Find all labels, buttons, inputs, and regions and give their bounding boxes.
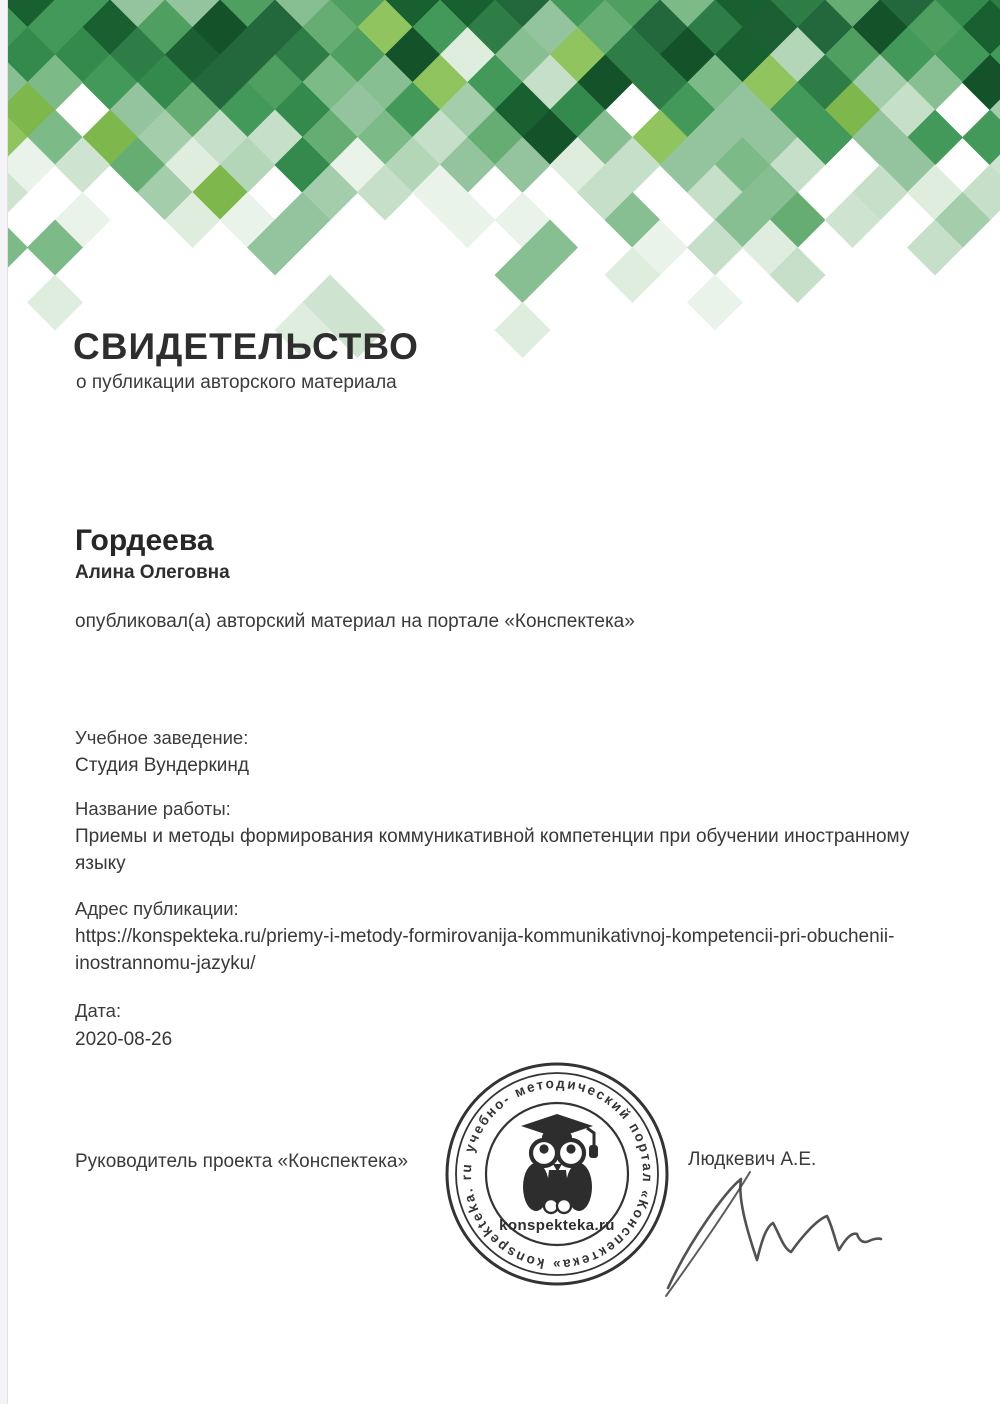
recipient-last-name: Гордеева: [75, 524, 214, 557]
mosaic-diamond: [962, 110, 1000, 166]
owl-graduate-icon: [521, 1114, 598, 1213]
stamp-domain-text: konspekteka.ru: [499, 1217, 615, 1234]
date-value: 2020-08-26: [75, 1029, 173, 1050]
publication-url-value: https://konspekteka.ru/priemy-i-metody-formirovanija-kommunikativnoj-kompetencii-pri-obuchenii-inostrannomu-jazyku/: [75, 926, 895, 974]
mosaic-diamond: [27, 275, 83, 331]
school-label: Учебное заведение:: [75, 727, 249, 748]
certificate-title: СВИДЕТЕЛЬСТВО: [73, 326, 419, 367]
publication-statement: опубликовал(а) авторский материал на портале «Конспектека»: [75, 611, 635, 632]
mosaic-header-pattern: [0, 0, 1000, 360]
mosaic-diamond: [495, 302, 551, 358]
signer-name: Людкевич А.Е.: [688, 1149, 817, 1170]
certificate-subtitle: о публикации авторского материала: [76, 372, 397, 393]
date-label: Дата:: [75, 1000, 122, 1021]
konspekteka-stamp: [441, 1058, 673, 1290]
svg-text:учебно- методический портал: учебно- методический портал «Конспектека» konspekteka. ru: [457, 1074, 657, 1274]
recipient-first-middle-name: Алина Олеговна: [75, 562, 230, 583]
publication-url-label: Адрес публикации:: [75, 898, 239, 919]
mosaic-diamond: [687, 275, 743, 331]
work-title-label: Название работы:: [75, 798, 231, 819]
work-title-value: Приемы и методы формирования коммуникативной компетенции при обучении иностранному языку: [75, 826, 915, 874]
school-value: Студия Вундеркинд: [75, 755, 249, 776]
photo-left-edge: [0, 0, 8, 1404]
signature-scrawl: [640, 1140, 910, 1340]
project-head-role: Руководитель проекта «Конспектека»: [75, 1151, 409, 1172]
